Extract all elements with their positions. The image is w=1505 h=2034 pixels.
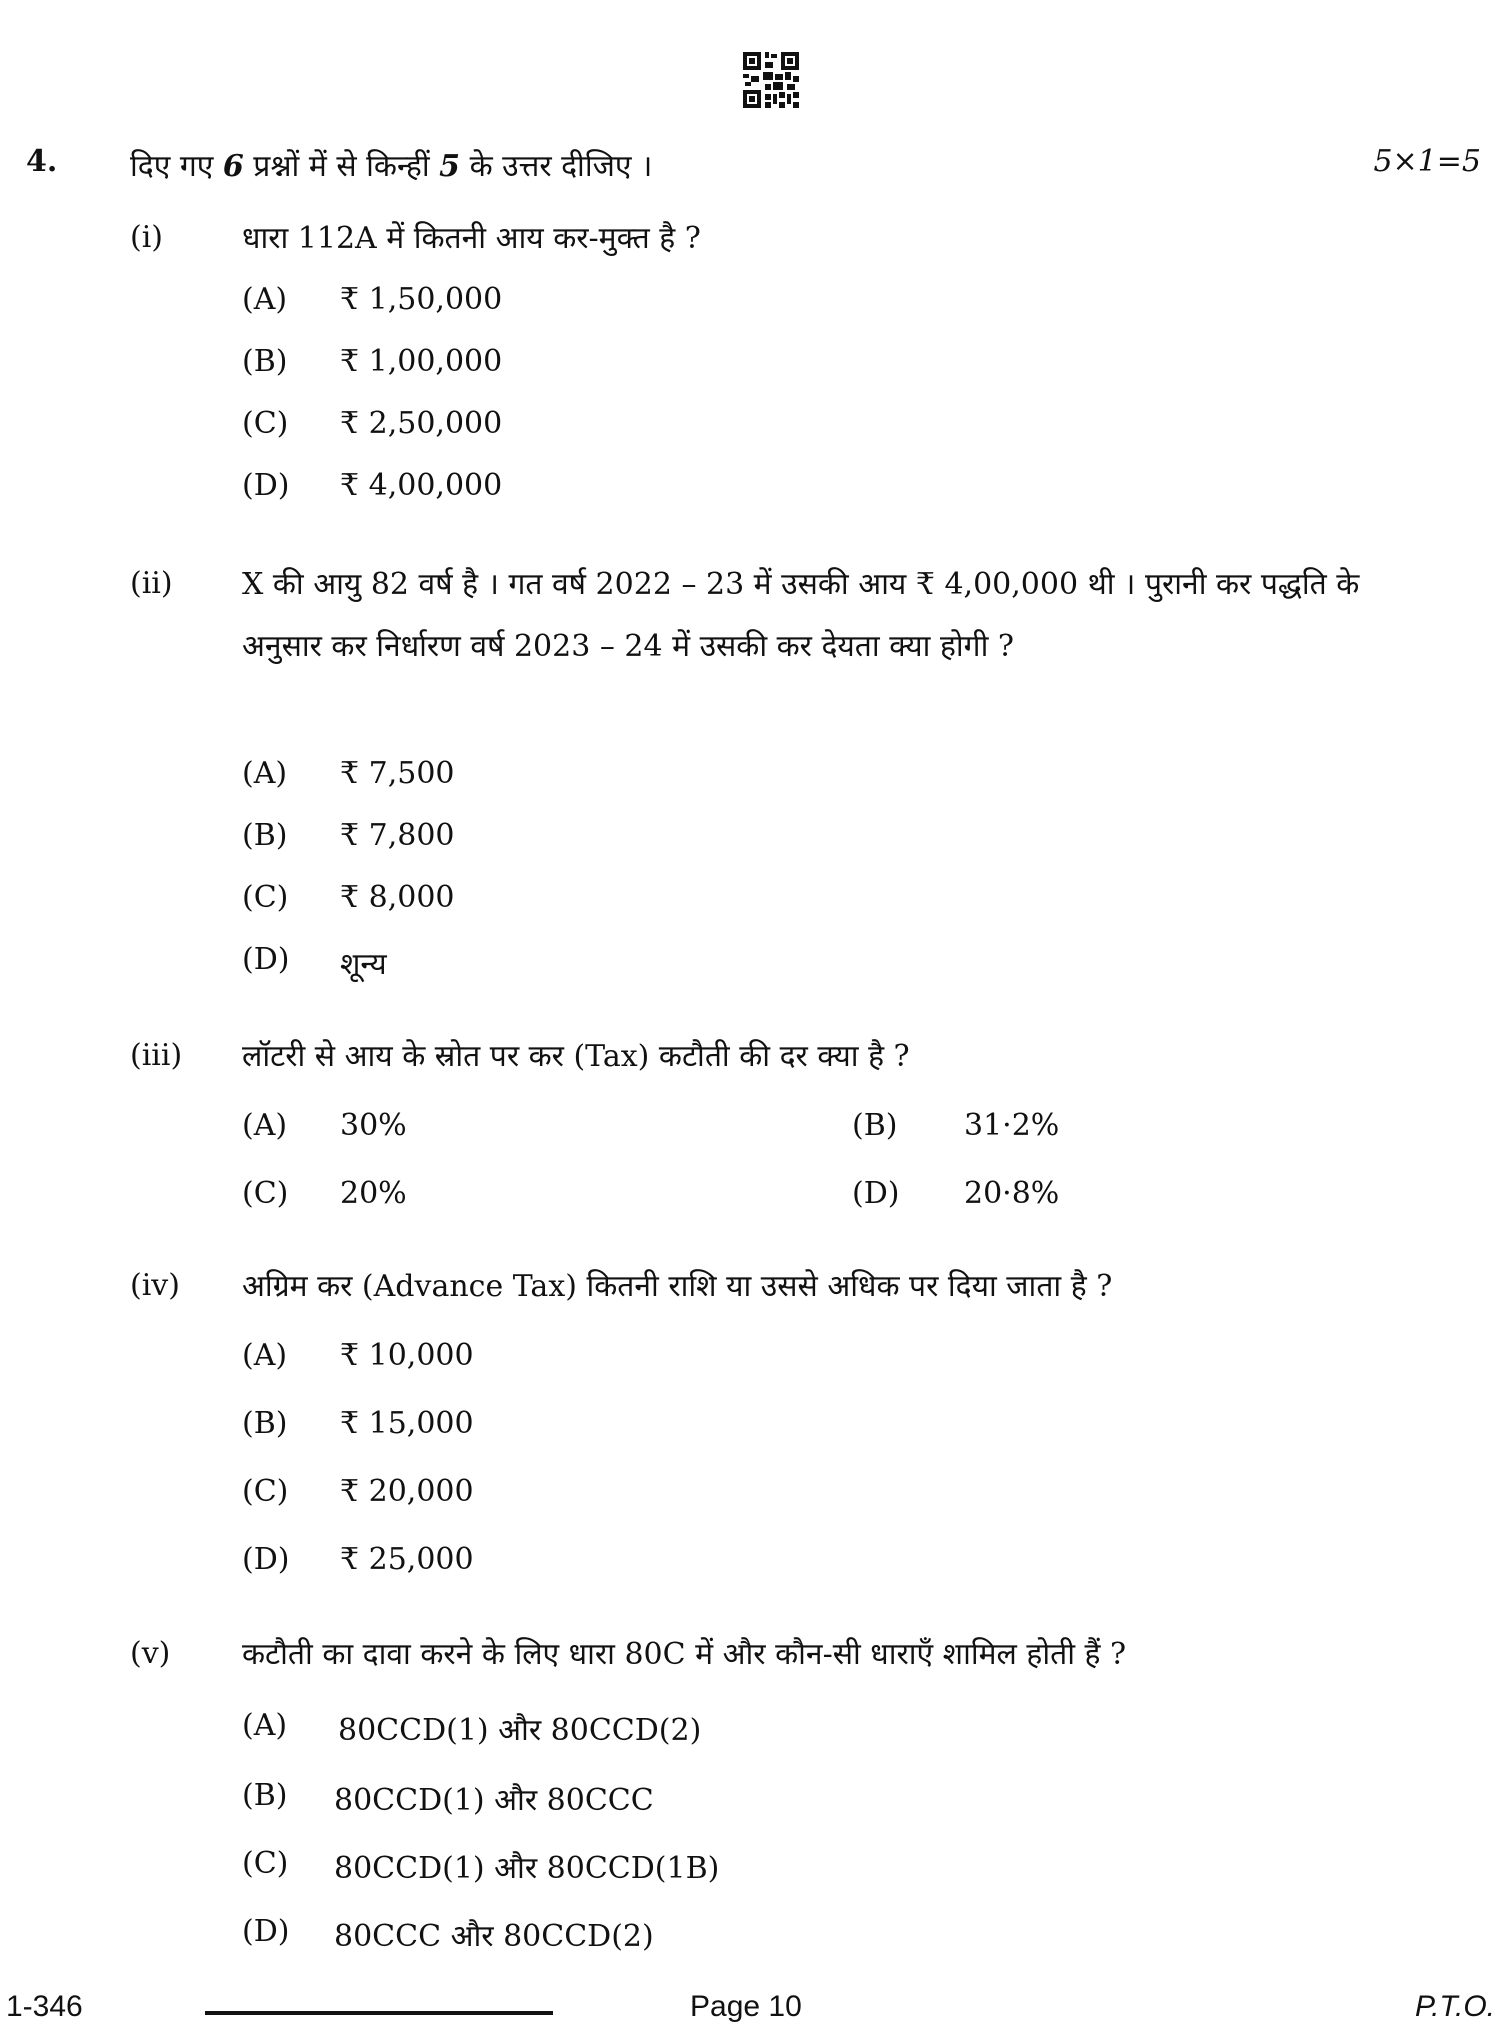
option-label: (A) [242, 282, 288, 317]
option-value: ₹ 15,000 [340, 1406, 474, 1441]
option-label: (B) [852, 1108, 898, 1143]
instruction-count-total: 6 [222, 149, 244, 184]
please-turn-over: P.T.O. [1414, 1990, 1495, 2023]
subquestion-label: (ii) [130, 566, 173, 601]
option-value: 80CCD(1) और 80CCD(2) [338, 1713, 702, 1748]
subquestion-text: धारा 112A में कितनी आय कर-मुक्त है ? [242, 221, 701, 256]
option-label: (D) [242, 1914, 290, 1949]
option-value: 30% [340, 1108, 407, 1143]
option-value: 20% [340, 1176, 407, 1211]
option-value: ₹ 8,000 [340, 880, 455, 915]
option-value: 31·2% [964, 1108, 1060, 1143]
subquestion-label: (v) [130, 1636, 171, 1671]
option-label: (B) [242, 344, 288, 379]
instruction-text: दिए गए [130, 149, 223, 184]
subquestion-text: लॉटरी से आय के स्रोत पर कर (Tax) कटौती की दर क्या है ? [242, 1039, 910, 1074]
option-value: ₹ 1,50,000 [340, 282, 503, 317]
subquestion-text: अग्रिम कर (Advance Tax) कितनी राशि या उससे अधिक पर दिया जाता है ? [242, 1269, 1113, 1304]
option-label: (A) [242, 756, 288, 791]
subquestion-text: कटौती का दावा करने के लिए धारा 80C में और कौन-सी धाराएँ शामिल होती हैं ? [242, 1637, 1127, 1672]
page-number: Page 10 [690, 1990, 802, 2023]
subquestion-label: (i) [130, 220, 164, 255]
option-value: ₹ 1,00,000 [340, 344, 503, 379]
instruction-text: प्रश्नों में से किन्हीं [243, 149, 440, 184]
option-value: ₹ 2,50,000 [340, 406, 503, 441]
option-value: 80CCC और 80CCD(2) [334, 1919, 654, 1954]
footer-divider [205, 2011, 553, 2015]
subquestion-label: (iii) [130, 1038, 183, 1073]
subquestion-text: X की आयु 82 वर्ष है । गत वर्ष 2022 – 23 में उसकी आय ₹ 4,00,000 थी । पुरानी कर पद्धति के अनुसार कर निर्धारण वर्ष 2023 – 24 में उसकी कर देयता क्या होगी ? [242, 567, 1360, 664]
option-label: (B) [242, 818, 288, 853]
option-label: (C) [242, 1474, 289, 1509]
question-header [26, 140, 1481, 188]
option-value: ₹ 20,000 [340, 1474, 474, 1509]
option-value: ₹ 7,800 [340, 818, 455, 853]
option-label: (A) [242, 1708, 288, 1743]
option-label: (D) [242, 1542, 290, 1577]
question-instruction [130, 144, 652, 185]
paper-code: 1-346 [6, 1990, 83, 2023]
option-label: (D) [242, 468, 290, 503]
option-label: (A) [242, 1108, 288, 1143]
question-number: 4. [26, 144, 58, 179]
question-marks: 5×1=5 [1373, 144, 1481, 179]
option-value: ₹ 10,000 [340, 1338, 474, 1373]
option-value: शून्य [340, 947, 387, 982]
option-value: ₹ 4,00,000 [340, 468, 503, 503]
instruction-text: के उत्तर दीजिए । [460, 149, 653, 184]
option-label: (C) [242, 880, 289, 915]
option-value: 80CCD(1) और 80CCC [334, 1783, 654, 1818]
option-label: (A) [242, 1338, 288, 1373]
option-value: ₹ 7,500 [340, 756, 455, 791]
option-label: (D) [852, 1176, 900, 1211]
instruction-count-attempt: 5 [439, 149, 461, 184]
option-value: 20·8% [964, 1176, 1060, 1211]
option-value: 80CCD(1) और 80CCD(1B) [334, 1851, 720, 1886]
option-label: (D) [242, 942, 290, 977]
option-label: (B) [242, 1406, 288, 1441]
option-label: (C) [242, 1846, 289, 1881]
option-label: (C) [242, 406, 289, 441]
qr-code-icon [743, 52, 799, 108]
option-label: (B) [242, 1778, 288, 1813]
option-label: (C) [242, 1176, 289, 1211]
option-value: ₹ 25,000 [340, 1542, 474, 1577]
subquestion-label: (iv) [130, 1268, 180, 1303]
page-footer [0, 1990, 1505, 2030]
